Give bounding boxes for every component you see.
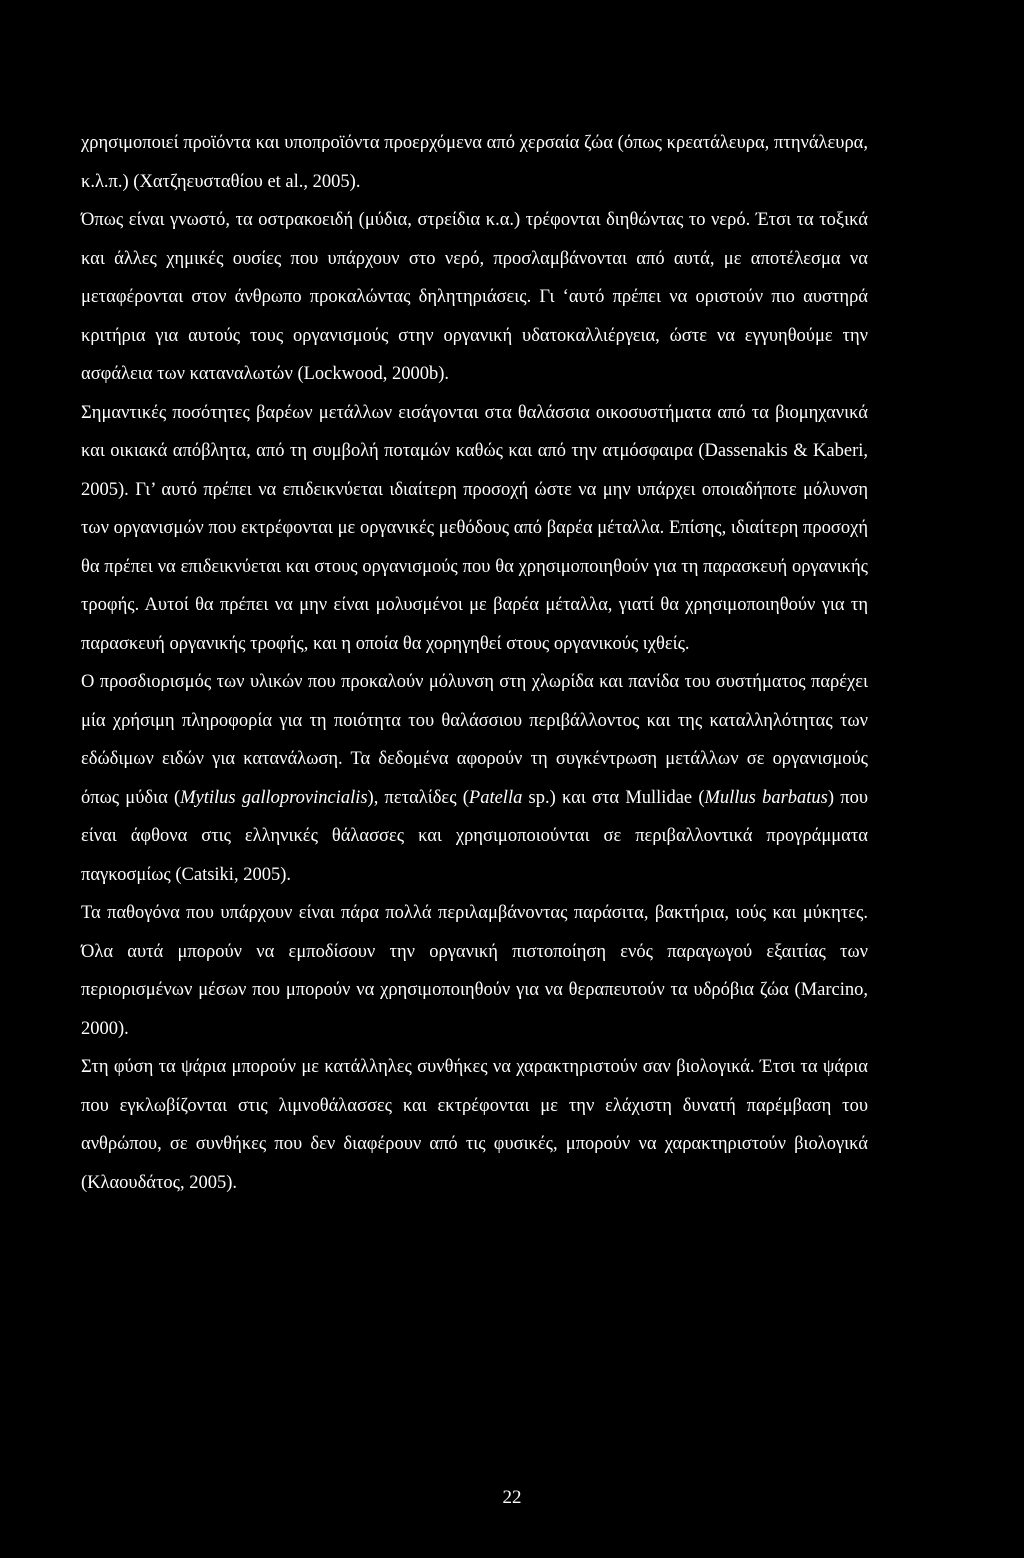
paragraph-text: Στη φύση τα ψάρια μπορούν με κατάλληλες συνθήκες να χαρακτηριστούν σαν βιολογικά. Έτσι τα ψάρια που εγκλωβίζονται στις λιμνοθάλασσες και εκτρέφονται με την ελάχιστη δυνατή παρέμβαση του ανθρώπου, σε συνθήκες που δεν διαφέρουν από τις φυσικές, μπορούν να χαρακτηριστούν βιολογικά (Κλαουδάτος, 2005).	[81, 1057, 868, 1193]
paragraph-text: Τα παθογόνα που υπάρχουν είναι πάρα πολλά περιλαμβάνοντας παράσιτα, βακτήρια, ιούς και μύκητες. Όλα αυτά μπορούν να εμποδίσουν την οργανική πιστοποίηση ενός παραγωγού εξαιτίας των περιορισμένων μέσων που μπορούν να χρησιμοποιηθούν για να θεραπευτούν τα υδρόβια ζώα (Marcino, 2000).	[81, 903, 868, 1039]
paragraph-text: Ο προσδιορισμός των υλικών που προκαλούν μόλυνση στη χλωρίδα και πανίδα του συστήματος παρέχει μία χρήσιμη πληροφορία για τη ποιότητα του θαλάσσιου περιβάλλοντος και της καταλληλότητας των εδώδιμων ειδών για κατανάλωση. Τα δεδομένα αφορούν τη συγκέντρωση μετάλλων σε οργανισμούς όπως μύδια (	[81, 672, 868, 808]
page-number: 22	[502, 1487, 522, 1508]
paragraph-1	[81, 124, 868, 201]
paragraph-text: ) που είναι άφθονα στις ελληνικές θάλασσες και χρησιμοποιούνται σε περιβαλλοντικά προγράμματα παγκοσμίως (Catsiki, 2005).	[81, 787, 868, 885]
paragraph-4	[81, 663, 868, 894]
paragraph-6	[81, 1048, 868, 1202]
species-name-mullus: Mullus barbatus	[704, 787, 828, 808]
genus-name-patella: Patella	[468, 787, 523, 808]
paragraph-2	[81, 201, 868, 394]
paragraph-text: χρησιμοποιεί προϊόντα και υποπροϊόντα προερχόμενα από χερσαία ζώα (όπως κρεατάλευρα, πτηνάλευρα, κ.λ.π.) (Χατζηευσταθίου et al., 2005).	[81, 133, 868, 192]
paragraph-text: ), πεταλίδες (	[367, 787, 469, 808]
document-body	[81, 124, 868, 1202]
paragraph-5	[81, 894, 868, 1048]
paragraph-3	[81, 394, 868, 664]
species-name-mytilus: Mytilus galloprovincialis	[180, 787, 368, 808]
paragraph-text: Σημαντικές ποσότητες βαρέων μετάλλων εισάγονται στα θαλάσσια οικοσυστήματα από τα βιομηχανικά και οικιακά απόβλητα, από τη συμβολή ποταμών καθώς και από την ατμόσφαιρα (Dassenakis & Kaberi, 2005). Γι’ αυτό πρέπει να επιδεικνύεται ιδιαίτερη προσοχή ώστε να μην υπάρχει οποιαδήποτε μόλυνση των οργανισμών που εκτρέφονται με οργανικές μεθόδους από βαρέα μέταλλα. Επίσης, ιδιαίτερη προσοχή θα πρέπει να επιδεικνύεται και στους οργανισμούς που θα χρησιμοποιηθούν για τη παρασκευή οργανικής τροφής. Αυτοί θα πρέπει να μην είναι μολυσμένοι με βαρέα μέταλλα, γιατί θα χρησιμοποιηθούν για τη παρασκευή οργανικής τροφής, και η οποία θα χορηγηθεί στους οργανικούς ιχθείς.	[81, 402, 868, 654]
paragraph-text: Όπως είναι γνωστό, τα οστρακοειδή (μύδια, στρείδια κ.α.) τρέφονται διηθώντας το νερό. Έτσι τα τοξικά και άλλες χημικές ουσίες που υπάρχουν στο νερό, προσλαμβάνονται από αυτά, με αποτέλεσμα να μεταφέρονται στον άνθρωπο προκαλώντας δηλητηριάσεις. Γι ‘αυτό πρέπει να οριστούν πιο αυστηρά κριτήρια για αυτούς τους οργανισμούς στην οργανική υδατοκαλλιέργεια, ώστε να εγγυηθούμε την ασφάλεια των καταναλωτών (Lockwood, 2000b).	[81, 210, 868, 384]
paragraph-text: sp.) και στα Mullidae (	[522, 787, 705, 808]
